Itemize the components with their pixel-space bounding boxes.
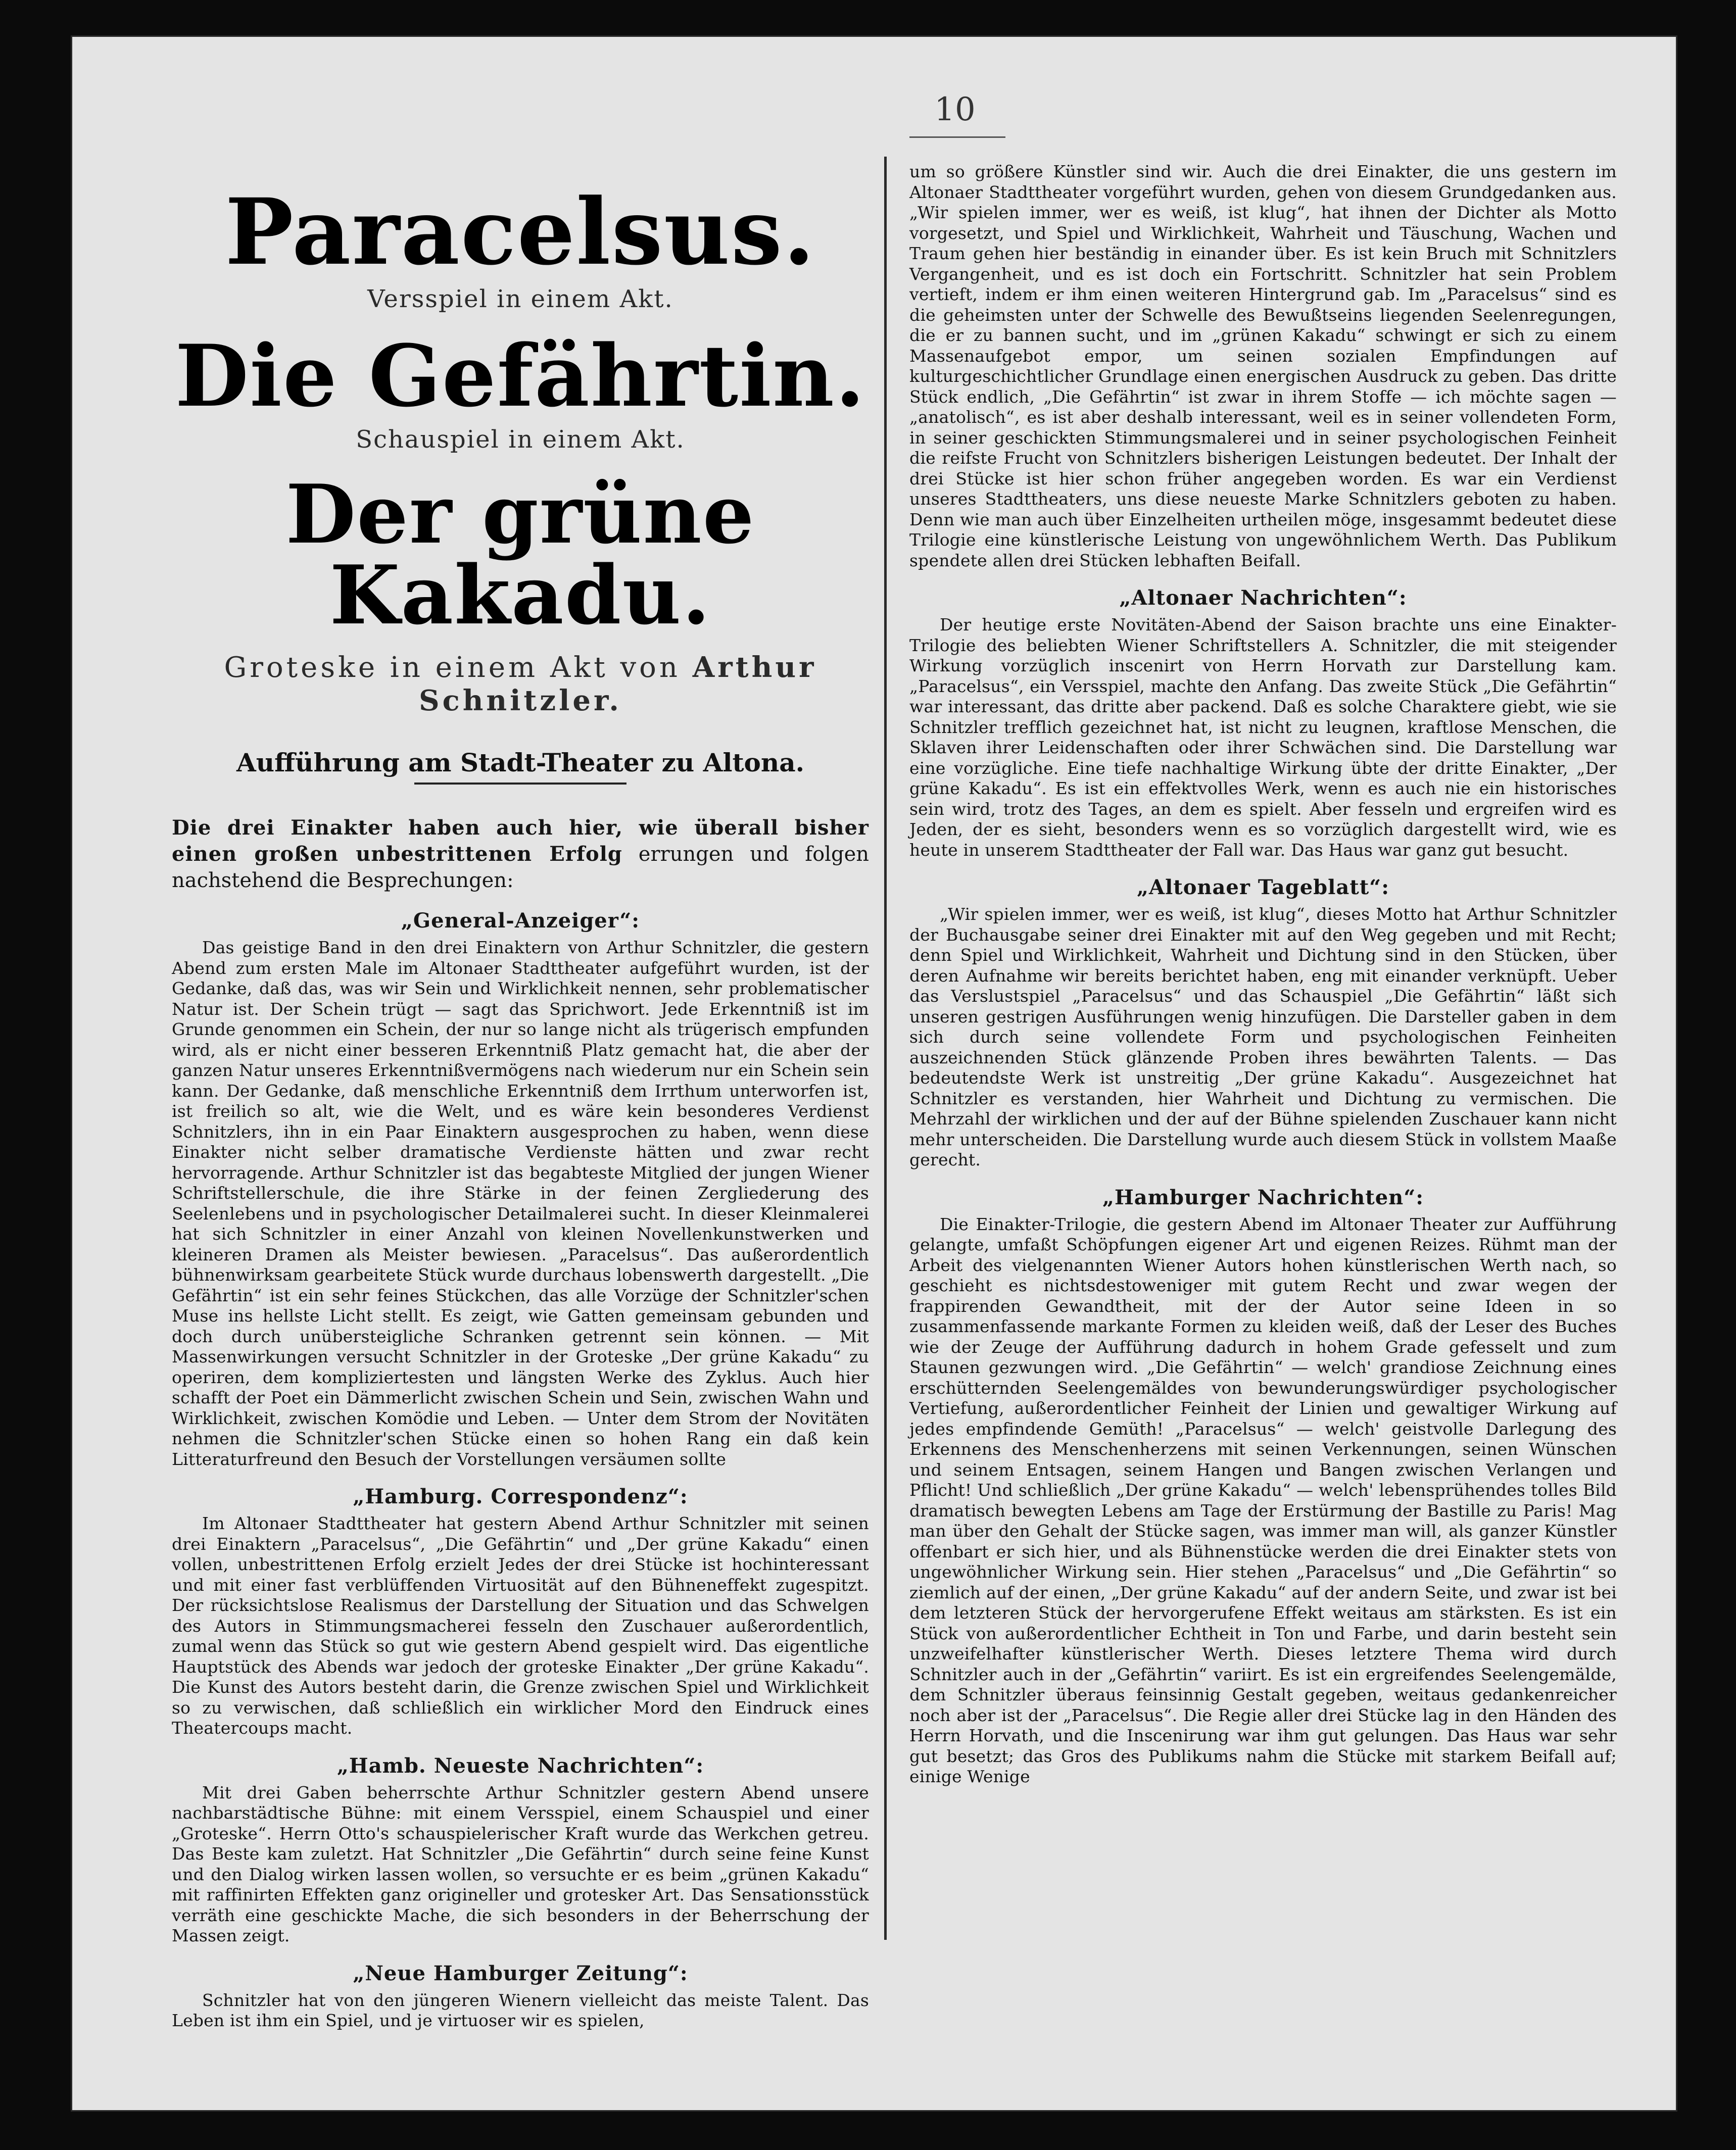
left-column xyxy=(172,162,870,2030)
review-body: Mit drei Gaben beherrschte Arthur Schnitzler gestern Abend unsere nachbarstädtische Bühne: mit einem Versspiel, einem Schauspiel und einer „Groteske“. Herrn Otto's schauspielerischer Kraft wurde das Werkchen getreu. Das Beste kam zuletzt. Hat Schnitzler „Die Gefährtin“ durch seine feine Kunst und den Dialog wirken lassen wollen, so versuchte er es beim „grünen Kakadu“ mit raffinirten Effekten ganz origineller und grotesker Art. Das Sensationsstück verräth eine geschickte Mache, die sich besonders in der Beherrschung der Massen zeigt. xyxy=(172,1782,869,1945)
page-number: 10 xyxy=(934,91,976,128)
review-body: Die Einakter-Trilogie, die gestern Abend im Altonaer Theater zur Aufführung gelangte, umfaßt Schöpfungen eigener Art und eigenen Reizes. Rühmt man der Arbeit des vielgenannten Wiener Autors hohen künstlerischen Werth nach, so geschieht es nichtsdestoweniger mit gutem Recht und zwar wegen der frappirenden Gewandtheit, mit der der Autor seine Ideen in so zusammenfassende markante Formen zu kleiden weiß, daß der Leser des Buches wie der Zeuge der Aufführung dadurch in hohem Grade gefesselt und zum Staunen gezwungen wird. „Die Gefährtin“ — welch' grandiose Zeichnung eines erschütternden Seelengemäldes von bewunderungswürdiger psychologischer Vertiefung, außerordentlicher Feinheit der Linien und gewaltiger Wirkung auf jedes empfindende Gemüth! „Paracelsus“ — welch' geistvolle Darlegung des Erkennens des Menschenherzens mit seinen Verkennungen, seinen Wünschen und seinem Entsagen, seinem Hangen und Bangen zwischen Verlangen und Pflicht! Und schließlich „Der grüne Kakadu“ — welch' lebensprühendes tolles Bild dramatisch bewegten Lebens am Tage der Erstürmung der Bastille zu Paris! Mag man über den Gehalt der Stücke sagen, was immer man will, als ganzer Künstler offenbart er sich hier, und als Bühnenstücke werden die drei Einakter stets von ungewöhnlicher Wirkung sein. Hier stehen „Paracelsus“ und „Die Gefährtin“ so ziemlich auf der einen, „Der grüne Kakadu“ auf der andern Seite, und zwar ist bei dem letzteren Stück der hervorgerufene Effekt weitaus am stärksten. Es ist ein Stück von außerordentlicher Echtheit in Ton und Farbe, und darin besteht sein unzweifelhafter künstlerischer Werth. Dieses letztere Thema wird durch Schnitzler auch in der „Gefährtin“ variirt. Es ist ein ergreifendes Seelengemälde, dem Schnitzler überaus feinsinnig Gestalt gegeben, weitaus gedankenreicher noch aber ist der „Paracelsus“. Die Regie aller drei Stücke lag in den Händen des Herrn Horvath, und die Inscenirung war ihm gut gelungen. Das Haus war sehr gut besetzt; das Gros des Publikums nahm die Stücke mit starkem Beifall auf; einige Wenige xyxy=(909,1214,1617,1786)
intro-rest: errungen und folgen nachstehend die Besprechungen: xyxy=(172,843,870,892)
play3-genre: Groteske in einem Akt von xyxy=(224,651,681,684)
review-heading: „General-Anzeiger“: xyxy=(401,909,640,933)
newspaper-page xyxy=(71,35,1677,2112)
play3-subtitle xyxy=(172,651,869,717)
review-body: Der heutige erste Novitäten-Abend der Saison brachte uns eine Einakter-Trilogie des beliebten Wiener Schriftstellers A. Schnitzler, die mit steigender Wirkung vorzüglich inscenirt von Herrn Horvath zur Darstellung kam. „Paracelsus“, ein Versspiel, machte den Anfang. Das zweite Stück „Die Gefährtin“ war interessant, das dritte aber packend. Daß es solche Charaktere giebt, wie sie Schnitzler trefflich gezeichnet hat, ist nicht zu leugnen, kraftlose Menschen, die Sklaven ihrer Leidenschaften oder ihrer Schwächen sind. Die Darstellung war eine vorzügliche. Eine tiefe nachhaltige Wirkung übte der dritte Einakter, „Der grüne Kakadu“. Es ist ein effektvolles Werk, wenn es auch nie ein historisches sein wird, trotz des Tages, an dem es spielt. Aber fesseln und ergreifen wird es Jeden, der es sieht, besonders wenn es so vorzüglich dargestellt wird, wie es heute in unserem Stadttheater der Fall war. Das Haus war ganz gut besucht. xyxy=(909,615,1617,860)
right-column xyxy=(909,162,1617,1950)
play2-subtitle: Schauspiel in einem Akt. xyxy=(356,425,685,454)
review-continuation: um so größere Künstler sind wir. Auch die drei Einakter, die uns gestern im Altonaer Stadttheater vorgeführt wurden, gehen von diesem Grundgedanken aus. „Wir spielen immer, wer es weiß, ist klug“, hat ihnen der Dichter als Motto vorgesetzt, und Spiel und Wirklichkeit, Wahrheit und Täuschung, Wachen und Traum gehen hier beständig in einander über. Es ist kein Bruch mit Schnitzlers Vergangenheit, und es ist doch ein Fortschritt. Schnitzler hat sein Problem vertieft, indem er ihm einen weiteren Hintergrund gab. Im „Paracelsus“ sind es die geheimsten unter der Schwelle des Bewußtseins liegenden Seelenregungen, die er zu bannen sucht, und im „grünen Kakadu“ schwingt er sich zu einem Massenaufgebot empor, um seinen sozialen Empfindungen auf kulturgeschichtlicher Grundlage einen energischen Ausdruck zu geben. Das dritte Stück endlich, „Die Gefährtin“ ist zwar in ihrem Stoffe — ich möchte sagen — „anatolisch“, es ist aber deshalb interessant, weil es in seiner vollendeten Form, in seiner geschickten Stimmungsmalerei und in seiner psychologischen Feinheit die reifste Frucht von Schnitzlers bisherigen Leistungen bedeutet. Der Inhalt der drei Stücke ist hier schon früher angegeben worden. Es war ein Verdienst unseres Stadttheaters, uns diese neueste Marke Schnitzlers geboten zu haben. Denn wie man auch über Einzelheiten urtheilen möge, insgesammt bedeutet diese Trilogie eine künstlerische Leistung von ungewöhnlichem Werth. Das Publikum spendete allen drei Stücken lebhaften Beifall. xyxy=(909,162,1617,570)
intro-paragraph xyxy=(172,815,869,894)
review-heading: „Hamburger Nachrichten“: xyxy=(1102,1185,1424,1209)
performance-rule xyxy=(414,783,626,785)
play3-author: Arthur Schnitzler. xyxy=(419,651,817,717)
review-body: Das geistige Band in den drei Einaktern von Arthur Schnitzler, die gestern Abend zum ersten Male im Altonaer Stadttheater aufgeführt wurden, ist der Gedanke, daß das, was wir Sein und Wirklichkeit nennen, sehr problematischer Natur ist. Der Schein trügt — sagt das Sprichwort. Jede Erkenntniß ist im Grunde genommen ein Schein, der nur so lange nicht als trügerisch empfunden wird, als er nicht einer besseren Erkenntniß Platz gemacht hat, die aber der ganzen Natur unseres Erkenntnißvermögens nach wiederum nur ein Schein sein kann. Der Gedanke, daß menschliche Erkenntniß dem Irrthum unterworfen ist, ist freilich so alt, wie die Welt, und es wäre kein besonderes Verdienst Schnitzlers, ihn in ein Paar Einaktern ausgesprochen zu haben, wenn diese Einakter nicht selber dramatische Verdienste hätten und zwar recht hervorragende. Arthur Schnitzler ist das begabteste Mitglied der jungen Wiener Schriftstellerschule, die ihre Stärke in der feinen Zergliederung des Seelenlebens und in psychologischer Detailmalerei sucht. In dieser Kleinmalerei hat sich Schnitzler in einer Anzahl von kleinen Novellenkunstwerken und kleineren Dramen als Meister bewiesen. „Paracelsus“. Das außerordentlich bühnenwirksam gearbeitete Stück wurde durchaus lobenswerth dargestellt. „Die Gefährtin“ ist ein sehr feines Stückchen, das alle Vorzüge der Schnitzler'schen Muse ins hellste Licht stellt. Es zeigt, wie Gatten gemeinsam gebunden und doch durch unübersteigliche Schranken getrennt sein können. — Mit Massenwirkungen versucht Schnitzler in der Groteske „Der grüne Kakadu“ zu operiren, dem kompliziertesten und längsten Werke des Zyklus. Auch hier schafft der Poet ein Dämmerlicht zwischen Schein und Sein, zwischen Wahn und Wirklichkeit, zwischen Komödie und Leben. — Unter dem Strom der Novitäten nehmen die Schnitzler'schen Stücke einen so hohen Rang ein daß kein Litteraturfreund den Besuch der Vorstellungen versäumen sollte xyxy=(172,938,869,1469)
review-heading: „Altonaer Nachrichten“: xyxy=(1119,586,1407,610)
performance-line: Aufführung am Stadt-Theater zu Altona. xyxy=(236,748,805,777)
review-heading: „Altonaer Tageblatt“: xyxy=(1137,875,1389,899)
review-heading: „Hamburg. Correspondenz“: xyxy=(353,1485,688,1508)
play3-title: Der grüne Kakadu. xyxy=(285,467,755,643)
review-heading: „Hamb. Neueste Nachrichten“: xyxy=(336,1753,704,1778)
intro-lead: Die drei Einakter haben auch hier, wie überall bisher einen großen unbestrittenen Erfolg xyxy=(172,816,869,866)
play1-subtitle: Versspiel in einem Akt. xyxy=(367,285,673,313)
review-body: Schnitzler hat von den jüngeren Wienern vielleicht das meiste Talent. Das Leben ist ihm ein Spiel, und je virtuoser wir es spielen, xyxy=(172,1990,869,2030)
page-number-rule xyxy=(909,136,1005,138)
column-divider xyxy=(884,157,887,1940)
review-body: Im Altonaer Stadttheater hat gestern Abend Arthur Schnitzler mit seinen drei Einaktern „Paracelsus“, „Die Gefährtin“ und „Der grüne Kakadu“ einen vollen, unbestrittenen Erfolg erzielt Jedes der drei Stücke ist hochinteressant und mit einer fast verblüffenden Virtuosität auf den Bühneneffekt zugespitzt. Der rücksichtslose Realismus der Darstellung der Situation und das Schwelgen des Autors in Stimmungsmacherei fesseln den Zuschauer außerordentlich, zumal wenn das Stück so gut wie gestern Abend gespielt wird. Das eigentliche Hauptstück des Abends war jedoch der groteske Einakter „Der grüne Kakadu“. Die Kunst des Autors besteht darin, die Grenze zwischen Spiel und Wirklichkeit so zu verwischen, daß schließlich ein wirklicher Mord den Eindruck eines Theatercoups macht. xyxy=(172,1513,869,1738)
review-heading: „Neue Hamburger Zeitung“: xyxy=(353,1961,688,1985)
play1-title: Paracelsus. xyxy=(225,179,816,285)
play2-title: Die Gefährtin. xyxy=(175,326,866,426)
review-body: „Wir spielen immer, wer es weiß, ist klug“, dieses Motto hat Arthur Schnitzler der Buchausgabe seiner drei Einakter mit auf den Weg gegeben und mit Recht; denn Spiel und Wirklichkeit, Wahrheit und Dichtung sind in den Stücken, über deren Aufnahme wir bereits berichtet haben, eng mit einander verknüpft. Ueber das Verslustspiel „Paracelsus“ und das Schauspiel „Die Gefährtin“ läßt sich unseren gestrigen Ausführungen wenig hinzufügen. Die Darsteller gaben in dem sich durch seine vollendete Form und psychologischen Feinheiten auszeichnenden Stück glänzende Proben ihres bewährten Talents. — Das bedeutendste Werk ist unstreitig „Der grüne Kakadu“. Ausgezeichnet hat Schnitzler es verstanden, hier Wahrheit und Dichtung zu vermischen. Die Mehrzahl der wirklichen und der auf der Bühne spielenden Zuschauer kann nicht mehr unterscheiden. Die Darstellung wurde auch diesem Stück in vollstem Maaße gerecht. xyxy=(909,904,1617,1169)
